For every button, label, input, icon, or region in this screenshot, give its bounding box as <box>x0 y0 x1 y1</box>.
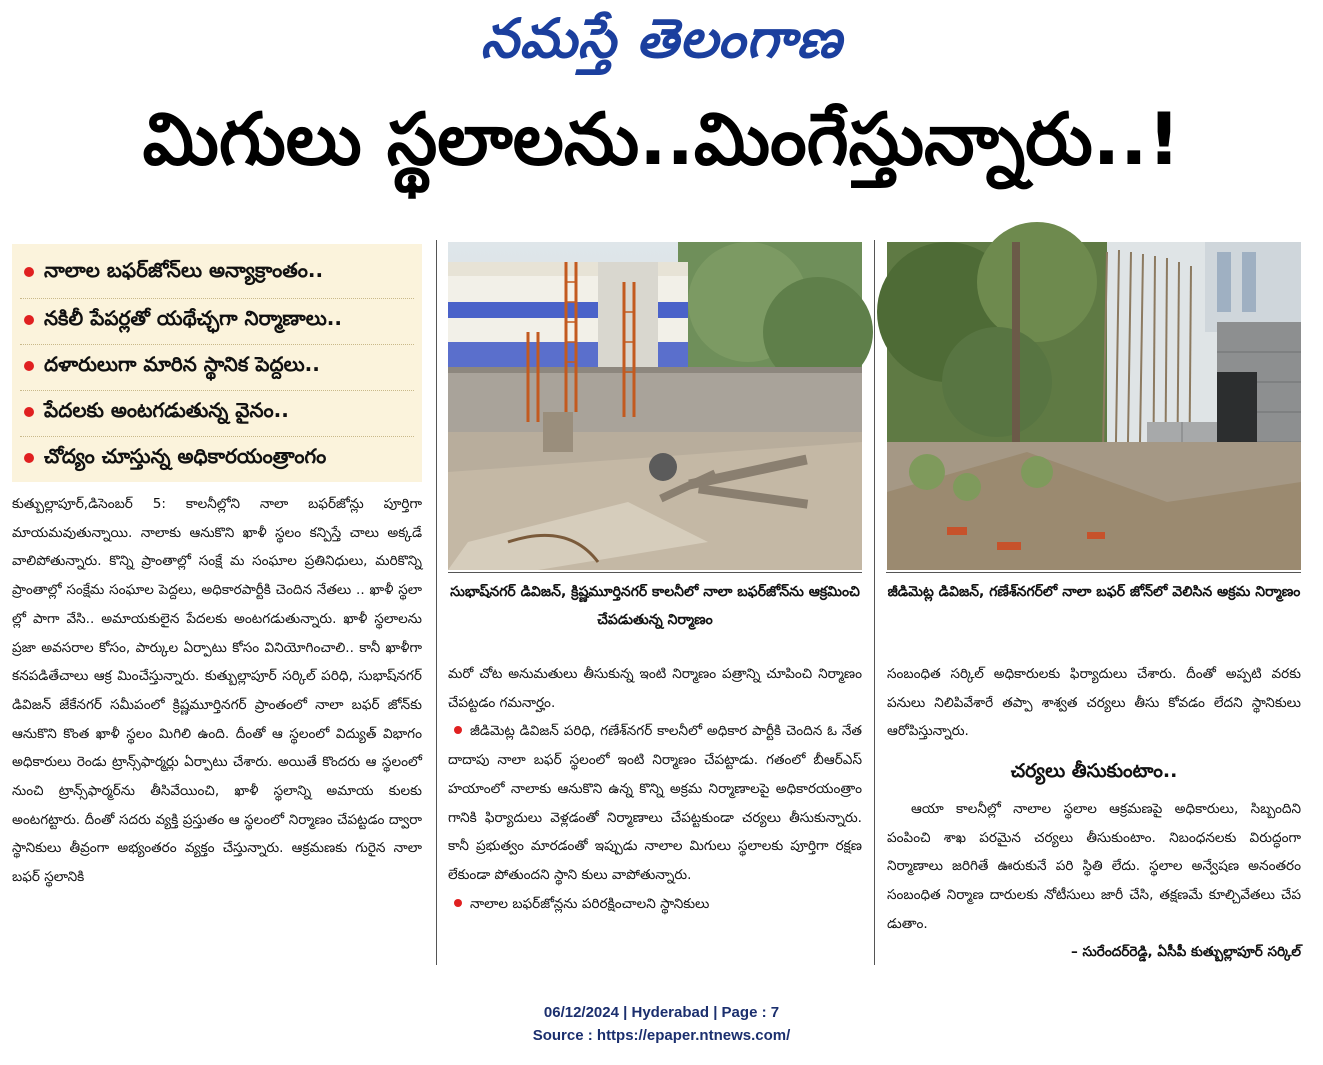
divider <box>20 298 414 299</box>
bullet-dot-icon <box>24 407 34 417</box>
highlight-item: నకిలీ పేపర్లతో యథేచ్ఛగా నిర్మాణాలు.. <box>24 304 342 332</box>
bullet-paragraph: నాలాల బఫర్‌జోన్లను పరిరక్షించాలని స్థానికులు <box>448 890 862 919</box>
caption-rule <box>448 572 862 573</box>
highlight-item: పేదలకు అంటగడుతున్న వైనం.. <box>24 396 289 424</box>
bullet-dot-icon <box>24 315 34 325</box>
column-rule <box>436 240 437 965</box>
highlight-item: నాలాల బఫర్‌జోన్‌లు అన్యాక్రాంతం.. <box>24 256 323 284</box>
highlight-item: చోద్యం చూస్తున్న అధికారయంత్రాంగం <box>24 442 326 470</box>
bullet-dot-icon <box>454 899 462 907</box>
official-quote: ఆయా కాలనీల్లో నాలాల స్థలాల ఆక్రమణపై అధికారులు, సిబ్బందిని పంపించి శాఖ పరమైన చర్యలు తీసుకుంటాం. నిబంధనలకు విరుద్ధంగా నిర్మాణాలు జరిగితే ఊరుకునే పరి స్థితి లేదు. స్థలాల అన్వేషణ అనంతరం సంబంధిత నిర్మాణ దారులకు నోటీసులు జారీ చేసి, తక్షణమే కూల్చివేతలు చేప డుతాం. <box>887 801 1301 932</box>
highlights-box <box>12 244 422 482</box>
construction-site-photo <box>448 242 862 570</box>
divider <box>20 390 414 391</box>
highlight-item: దళారులుగా మారిన స్థానిక పెద్దలు.. <box>24 350 320 378</box>
bullet-dot-icon <box>24 267 34 277</box>
article-body-column-3: సంబంధిత సర్కిల్‌ అధికారులకు ఫిర్యాదులు చేశారు. దీంతో అప్పటి వరకు పనులు నిలిపివేశారే తప్పా శాశ్వత చర్యలు తీసు కోవడం లేదని స్థానికులు ఆరోపిస్తున్నారు. <box>887 666 1301 740</box>
photo-caption-2: జీడిమెట్ల డివిజన్‌, గణేశ్‌నగర్‌లో నాలా బఫర్‌ జోన్‌లో వెలిసిన అక్రమ నిర్మాణం <box>887 584 1301 600</box>
article-headline: మిగులు స్థలాలను..మింగేస్తున్నారు..! <box>142 97 1181 181</box>
quote-subheading: చర్యలు తీసుకుంటాం.. <box>1010 760 1178 782</box>
footer-source-line[interactable]: Source : https://epaper.ntnews.com/ <box>532 1027 791 1044</box>
article-body-column-2: మరో చోట అనుమతులు తీసుకున్న ఇంటి నిర్మాణం పత్రాన్ని చూపించి నిర్మాణం చేపట్టడం గమనార్హం. జీడిమెట్ల డివిజన్‌ పరిధి, గణేశ్‌నగర్‌ కాలనీలో అధికార పార్టీకి చెందిన ఓ నేత దాదాపు నాలా బఫర్‌ స్థలంలో ఇంటి నిర్మాణం చేపట్టాడు. గతంలో బీఆర్‌ఎస్‌ హయాంలో నాలాకు ఆనుకొని ఉన్న కొన్ని అక్రమ నిర్మాణాలపై అధికారయంత్రాం గానికి ఫిర్యాదులు వెళ్లడంతో నిర్మాణాలు చేపట్టకుండా చర్యలు తీసుకున్నారు. కానీ ప్రభుత్వం మారడంతో ఇప్పుడు నాలాల మిగులు స్థలాలకు పూర్తిగా రక్షణ లేకుండా పోతుందని స్థాని కులు వాపోతున్నారు. నాలాల బఫర్‌జోన్లను పరిరక్షించాలని స్థానికులు <box>448 660 862 970</box>
photo-caption-1: సుభాష్‌నగర్‌ డివిజన్‌, క్రిష్ణమూర్తినగర్‌ కాలనీలో నాలా బఫర్‌జోన్‌ను ఆక్రమించి చేపడుతున్న నిర్మాణం <box>450 584 860 628</box>
bullet-paragraph: జీడిమెట్ల డివిజన్‌ పరిధి, గణేశ్‌నగర్‌ కాలనీలో అధికార పార్టీకి చెందిన ఓ నేత దాదాపు నాలా బఫర్‌ స్థలంలో ఇంటి నిర్మాణం చేపట్టాడు. గతంలో బీఆర్‌ఎస్‌ హయాంలో నాలాకు ఆనుకొని ఉన్న కొన్ని అక్రమ నిర్మాణాలపై అధికారయంత్రాం గానికి ఫిర్యాదులు వెళ్లడంతో నిర్మాణాలు చేపట్టకుండా చర్యలు తీసుకున్నారు. కానీ ప్రభుత్వం మారడంతో ఇప్పుడు నాలాల మిగులు స్థలాలకు పూర్తిగా రక్షణ లేకుండా పోతుందని స్థాని కులు వాపోతున్నారు. <box>448 723 862 883</box>
divider <box>20 436 414 437</box>
divider <box>20 344 414 345</box>
column-rule <box>874 240 875 965</box>
illegal-construction-photo <box>887 242 1301 570</box>
caption-rule <box>886 572 1301 573</box>
newspaper-masthead: నమస్తే తెలంగాణ <box>480 6 843 70</box>
footer-date-line: 06/12/2024 | Hyderabad | Page : 7 <box>543 1004 780 1021</box>
bullet-dot-icon <box>454 726 462 734</box>
article-body-column-1: కుత్బుల్లాపూర్‌,డిసెంబర్‌ 5: కాలనీల్లోని నాలా బఫర్‌జోన్లు పూర్తిగా మాయమవుతున్నాయి. నాలాకు ఆనుకొని ఖాళీ స్థలం కన్పిస్తే చాలు అక్కడే వాలిపోతున్నారు. కొన్ని ప్రాంతాల్లో సంక్షే మ సంఘాల ప్రతినిధులు, మరికొన్ని ప్రాంతాల్లో సంక్షేమ సంఘాల పెద్దలు, అధికారపార్టీకి చెందిన నేతలు .. ఖాళీ స్థలా ల్లో పాగా వేసి.. అమాయకులైన పేదలకు అంటగడుతున్నారు. ఖాళీ స్థలాలను ప్రజా అవసరాల కోసం, పార్కుల ఏర్పాటు కోసం వినియోగించాలి.. కానీ ఖాళీగా కనపడితేచాలు ఆక్ర మించేస్తున్నారు. కుత్బుల్లాపూర్‌ సర్కిల్‌ పరిధి, సుభాష్‌నగర్‌ డివిజన్‌ జేకేనగర్‌ సమీపంలో క్రిష్ణమూర్తినగర్‌ ప్రాంతంలో నాలా బఫర్‌ జోన్‌కు ఆనుకొని కొంత ఖాళీ స్థలం మిగిలి ఉంది. దీంతో ఆ స్థలంలో విద్యుత్‌ విభాగం అధికారులు రెండు ట్రాన్స్‌ఫార్మర్లు ఏర్పాటు చేశారు. అయితే కొందరు ఆ స్థలంలో నుంచి ట్రాన్స్‌ఫార్మర్‌ను తీసివేయించి, ఖాళీ స్థలాన్ని అమాయ కులకు అంటగట్టారు. దీంతో సదరు వ్యక్తి ప్రస్తుతం ఆ స్థలంలో నిర్మాణం చేపట్టడం ద్వారా స్థానికులు తీవ్రంగా అభ్యంతరం వ్యక్తం చేస్తున్నారు. ఆక్రమణకు గురైన నాలా బఫర్‌ స్థలానికి <box>12 496 422 886</box>
bullet-dot-icon <box>24 453 34 463</box>
quote-attribution: – సురేందర్‌రెడ్డి, ఏసీపీ కుత్బుల్లాపూర్‌ సర్కిల్‌ <box>1071 944 1301 960</box>
bullet-dot-icon <box>24 361 34 371</box>
